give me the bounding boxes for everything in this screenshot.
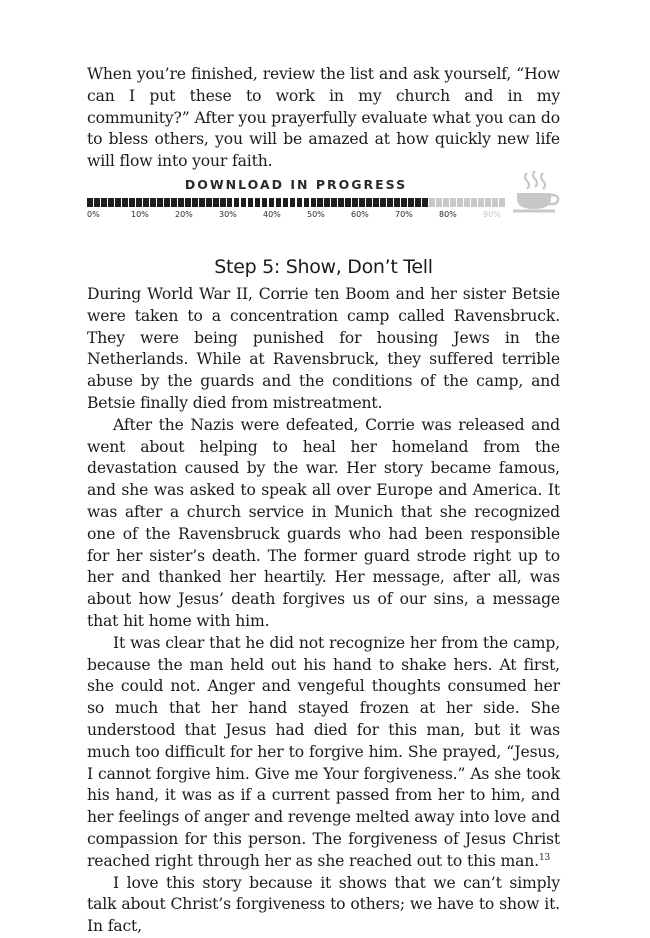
progress-segment xyxy=(345,198,351,207)
progress-segment xyxy=(304,198,310,207)
progress-segment xyxy=(359,198,365,207)
progress-tick-label: 80% xyxy=(439,210,457,219)
progress-segment xyxy=(129,198,135,207)
progress-title: DOWNLOAD IN PROGRESS xyxy=(184,177,408,192)
progress-tick-label: 30% xyxy=(219,210,237,219)
paragraph-text: It was clear that he did not recognize her from the camp, because the man held out his hand to shake hers. At first, she could not. Anger and vengeful thoughts consumed her so much that her hand stayed frozen at her side. She understood that Jesus had died for this man, but it was much too difficult for her to forgive him. She prayed, “Jesus, I cannot forgive him. Give me Your forgiveness.” As she took his hand, it was as if a current passed from her to him, and her feelings of anger and revenge melted away into love and compassion for this person. The forgiveness of Jesus Christ reached right through her as she reached out to this man. xyxy=(87,633,560,870)
progress-segment xyxy=(143,198,149,207)
progress-bar xyxy=(87,198,505,207)
progress-tick-labels xyxy=(87,210,505,222)
progress-segment xyxy=(269,198,275,207)
progress-segment xyxy=(464,198,470,207)
progress-segment xyxy=(429,198,435,207)
progress-tick-label: 60% xyxy=(351,210,369,219)
body-paragraph: I love this story because it shows that we can’t simply talk about Christ’s forgiveness to others; we have to show it. In fact, xyxy=(87,873,560,936)
progress-segment xyxy=(213,198,219,207)
progress-segment xyxy=(415,198,421,207)
progress-segment xyxy=(408,198,414,207)
progress-tick-label: 20% xyxy=(175,210,193,219)
progress-segment xyxy=(87,198,93,207)
progress-segment xyxy=(380,198,386,207)
progress-segment xyxy=(199,198,205,207)
progress-segment xyxy=(324,198,330,207)
progress-tick-label: 40% xyxy=(263,210,281,219)
progress-segment xyxy=(499,198,505,207)
progress-segment xyxy=(297,198,303,207)
progress-segment xyxy=(471,198,477,207)
progress-segment xyxy=(478,198,484,207)
progress-segment xyxy=(94,198,100,207)
body-paragraph: During World War II, Corrie ten Boom and her sister Betsie were taken to a concentration camp called Ravensbruck. They were being punished for housing Jews in the Netherlands. While at Ravensbruck, they suffered terrible abuse by the guards and the conditions of the camp, and Betsie finally died from mistreatment. xyxy=(87,285,560,412)
progress-tick-label: 0% xyxy=(87,210,100,219)
progress-segment xyxy=(192,198,198,207)
progress-segment xyxy=(185,198,191,207)
section-body xyxy=(87,284,560,938)
progress-segment xyxy=(136,198,142,207)
coffee-cup-icon xyxy=(511,169,561,215)
progress-segment xyxy=(241,198,247,207)
footnote-marker: 13 xyxy=(538,852,551,863)
progress-segment xyxy=(150,198,156,207)
progress-segment xyxy=(276,198,282,207)
progress-segment xyxy=(157,198,163,207)
progress-tick-label: 90% xyxy=(483,210,501,219)
progress-segment xyxy=(220,198,226,207)
progress-segment xyxy=(338,198,344,207)
progress-tick-label: 10% xyxy=(131,210,149,219)
progress-segment xyxy=(485,198,491,207)
progress-segment xyxy=(122,198,128,207)
body-paragraph xyxy=(87,633,560,873)
progress-segment xyxy=(290,198,296,207)
body-paragraph: After the Nazis were defeated, Corrie was released and went about helping to heal her homeland from the devastation caused by the war. Her story became famous, and she was asked to speak all over Europe and America. It was after a church service in Munich that she recognized one of the Ravensbruck guards who had been responsible for her sister’s death. The former guard strode right up to her and thanked her heartily. Her message, after all, was about how Jesus’ death forgives us of our sins, a message that hit home with him. xyxy=(87,415,560,630)
progress-segment xyxy=(283,198,289,207)
progress-segment xyxy=(401,198,407,207)
progress-segment xyxy=(352,198,358,207)
progress-segment xyxy=(227,198,233,207)
progress-segment xyxy=(115,198,121,207)
progress-tick-label: 70% xyxy=(395,210,413,219)
progress-segment xyxy=(387,198,393,207)
progress-segment xyxy=(457,198,463,207)
progress-segment xyxy=(206,198,212,207)
section-heading: Step 5: Show, Don’t Tell xyxy=(214,256,433,278)
progress-segment xyxy=(373,198,379,207)
progress-segment xyxy=(171,198,177,207)
progress-segment xyxy=(443,198,449,207)
progress-segment xyxy=(394,198,400,207)
progress-segment xyxy=(178,198,184,207)
progress-segment xyxy=(492,198,498,207)
intro-paragraph: When you’re finished, review the list and ask yourself, “How can I put these to work in my church and in my community?” After you prayerfully evaluate what you can do to bless others, you will be amazed at how quickly new life will flow into your faith. xyxy=(87,65,560,171)
progress-segment xyxy=(317,198,323,207)
progress-tick-label: 50% xyxy=(307,210,325,219)
progress-segment xyxy=(450,198,456,207)
progress-segment xyxy=(436,198,442,207)
progress-segment xyxy=(311,198,317,207)
progress-segment xyxy=(422,198,428,207)
download-progress-widget xyxy=(87,177,560,225)
progress-segment xyxy=(248,198,254,207)
progress-segment xyxy=(255,198,261,207)
progress-segment xyxy=(262,198,268,207)
progress-segment xyxy=(164,198,170,207)
progress-segment xyxy=(234,198,240,207)
progress-segment xyxy=(331,198,337,207)
progress-segment xyxy=(108,198,114,207)
progress-segment xyxy=(366,198,372,207)
progress-segment xyxy=(101,198,107,207)
